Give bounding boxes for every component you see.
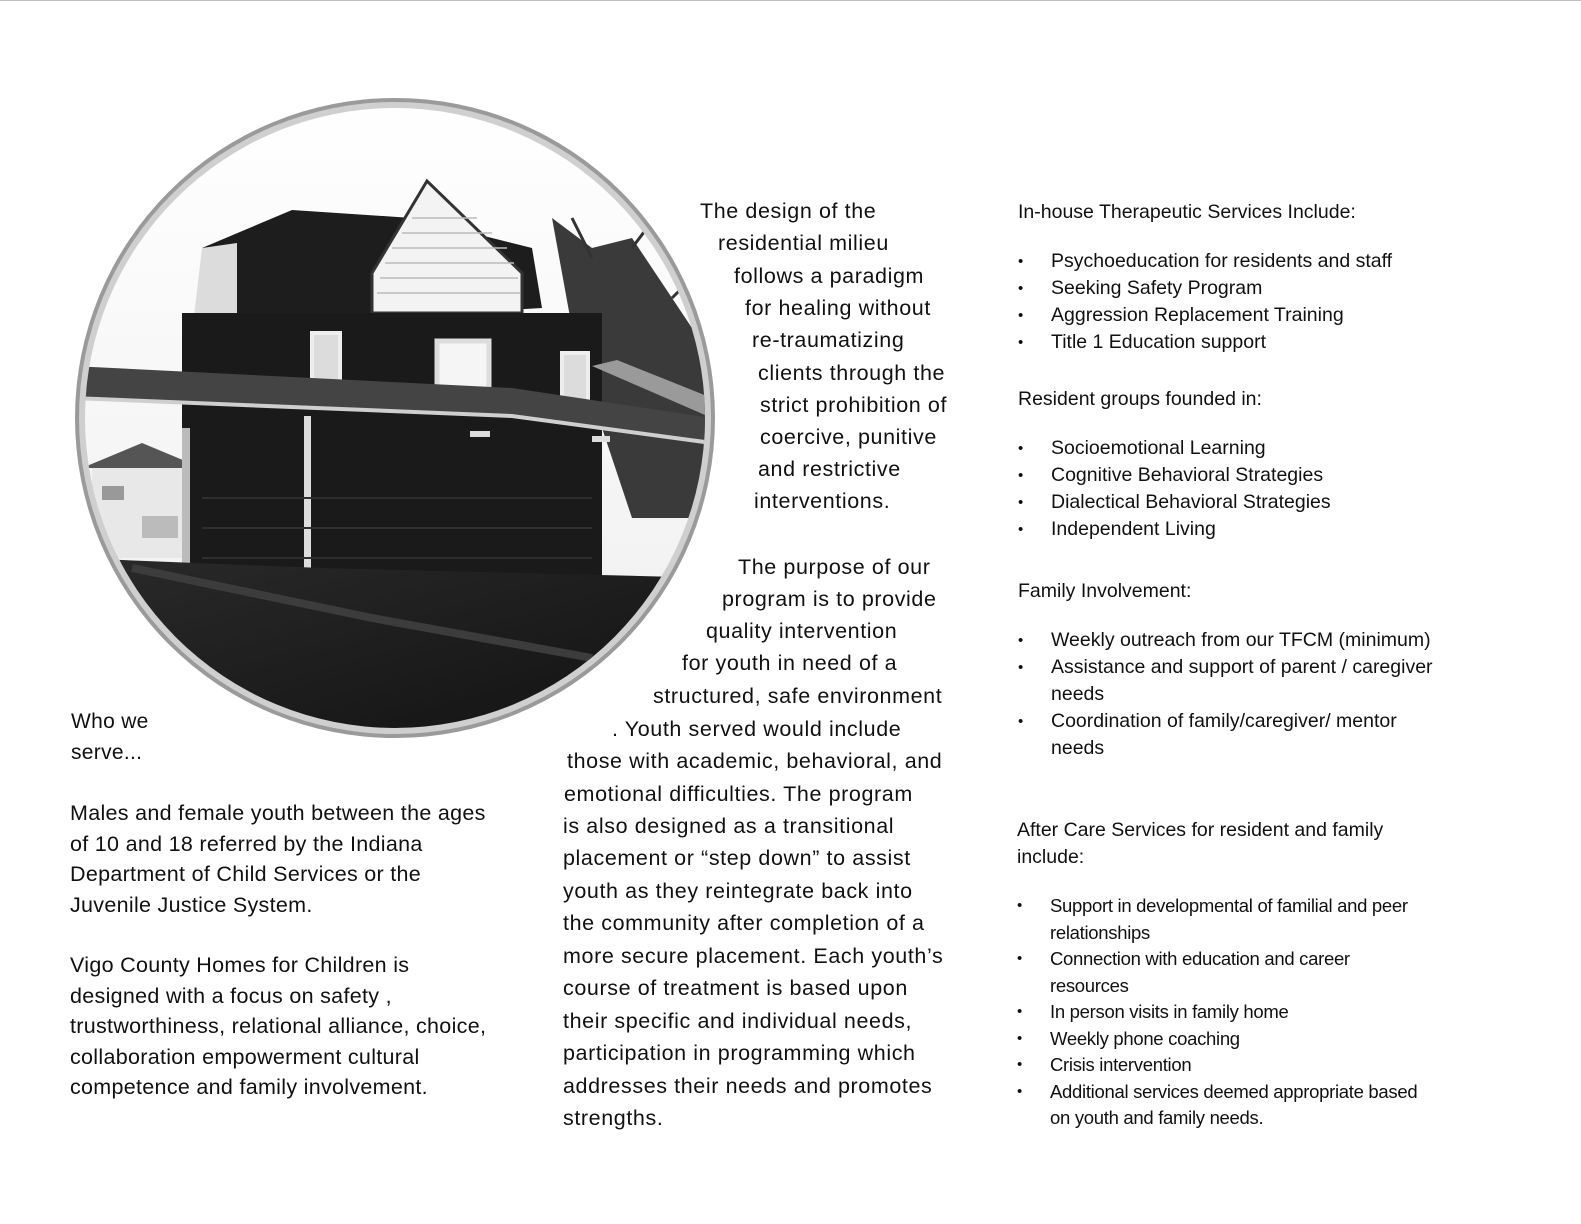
list-item: • Coordination of family/caregiver/ mentor needs — [1018, 708, 1438, 762]
list-item: • Crisis intervention — [1017, 1052, 1427, 1079]
body-line: the community after completion of a — [563, 911, 925, 935]
list-item: • Independent Living — [1018, 516, 1458, 543]
list-item: • Title 1 Education support — [1018, 329, 1458, 356]
list-item: • Weekly phone coaching — [1017, 1026, 1427, 1053]
body-line: coercive, punitive — [760, 425, 937, 449]
body-line: program is to provide — [722, 587, 937, 611]
page-top-border — [0, 0, 1581, 1]
family-involvement-list — [1018, 627, 1438, 762]
body-line: interventions. — [754, 489, 891, 513]
body-line: those with academic, behavioral, and — [567, 749, 943, 773]
therapeutic-services-list — [1018, 248, 1458, 356]
body-line: youth as they reintegrate back into — [563, 879, 913, 903]
family-involvement-section — [1018, 578, 1438, 762]
body-line: quality intervention — [706, 619, 898, 643]
body-line: strengths. — [563, 1106, 664, 1130]
body-line: re-traumatizing — [752, 328, 905, 352]
list-item: • Weekly outreach from our TFCM (minimum) — [1018, 627, 1438, 654]
body-line: structured, safe environment — [653, 684, 943, 708]
body-line: for youth in need of a — [682, 651, 898, 675]
who-we-serve-heading: Who we serve... — [71, 710, 149, 764]
list-item: • Connection with education and career resources — [1017, 946, 1427, 999]
body-line: and restrictive — [758, 457, 901, 481]
list-item: • Cognitive Behavioral Strategies — [1018, 462, 1458, 489]
list-item: • Additional services deemed appropriate based on youth and family needs. — [1017, 1079, 1427, 1132]
resident-groups-heading: Resident groups founded in: — [1018, 388, 1262, 410]
after-care-list — [1017, 893, 1427, 1132]
list-item: • Socioemotional Learning — [1018, 435, 1458, 462]
list-item: • Seeking Safety Program — [1018, 275, 1458, 302]
list-item: • Assistance and support of parent / caregiver needs — [1018, 654, 1438, 708]
list-item: • Dialectical Behavioral Strategies — [1018, 489, 1458, 516]
list-item: • Aggression Replacement Training — [1018, 302, 1458, 329]
body-line: emotional difficulties. The program — [564, 782, 913, 806]
house-photo — [72, 98, 718, 738]
body-line: more secure placement. Each youth’s — [563, 944, 944, 968]
body-line: participation in programming which — [563, 1041, 916, 1065]
body-line: placement or “step down” to assist — [563, 846, 911, 870]
body-line: for healing without — [745, 296, 931, 320]
after-care-section — [1017, 817, 1427, 1132]
body-line: course of treatment is based upon — [563, 976, 908, 1000]
body-line: is also designed as a transitional — [563, 814, 895, 838]
body-line: The design of the — [700, 199, 877, 223]
body-line: residential milieu — [718, 231, 889, 255]
body-line: . Youth served would include — [612, 717, 902, 741]
body-line: The purpose of our — [738, 555, 931, 579]
body-line: their specific and individual needs, — [563, 1009, 913, 1033]
list-item: • In person visits in family home — [1017, 999, 1427, 1026]
resident-groups-list — [1018, 435, 1458, 543]
therapeutic-services-heading: In-house Therapeutic Services Include: — [1018, 201, 1356, 223]
after-care-heading: After Care Services for resident and family include: — [1017, 819, 1384, 868]
list-item: • Psychoeducation for residents and staff — [1018, 248, 1458, 275]
resident-groups-section — [1018, 386, 1458, 543]
therapeutic-services-section — [1018, 199, 1458, 356]
body-line: clients through the — [758, 361, 946, 385]
body-line: strict prohibition of — [760, 393, 948, 417]
body-line: addresses their needs and promotes — [563, 1074, 933, 1098]
family-involvement-heading: Family Involvement: — [1018, 580, 1192, 602]
body-line: follows a paradigm — [734, 264, 925, 288]
focus-paragraph: Vigo County Homes for Children is designed with a focus on safety , trustworthiness, relational alliance, choice, collaboration empowerment cultural competence and family involvement. — [70, 953, 487, 1099]
list-item: • Support in developmental of familial and peer relationships — [1017, 893, 1427, 946]
who-we-serve-paragraph: Males and female youth between the ages of 10 and 18 referred by the Indiana Department of Child Services or the Juvenile Justice System. — [70, 801, 486, 917]
